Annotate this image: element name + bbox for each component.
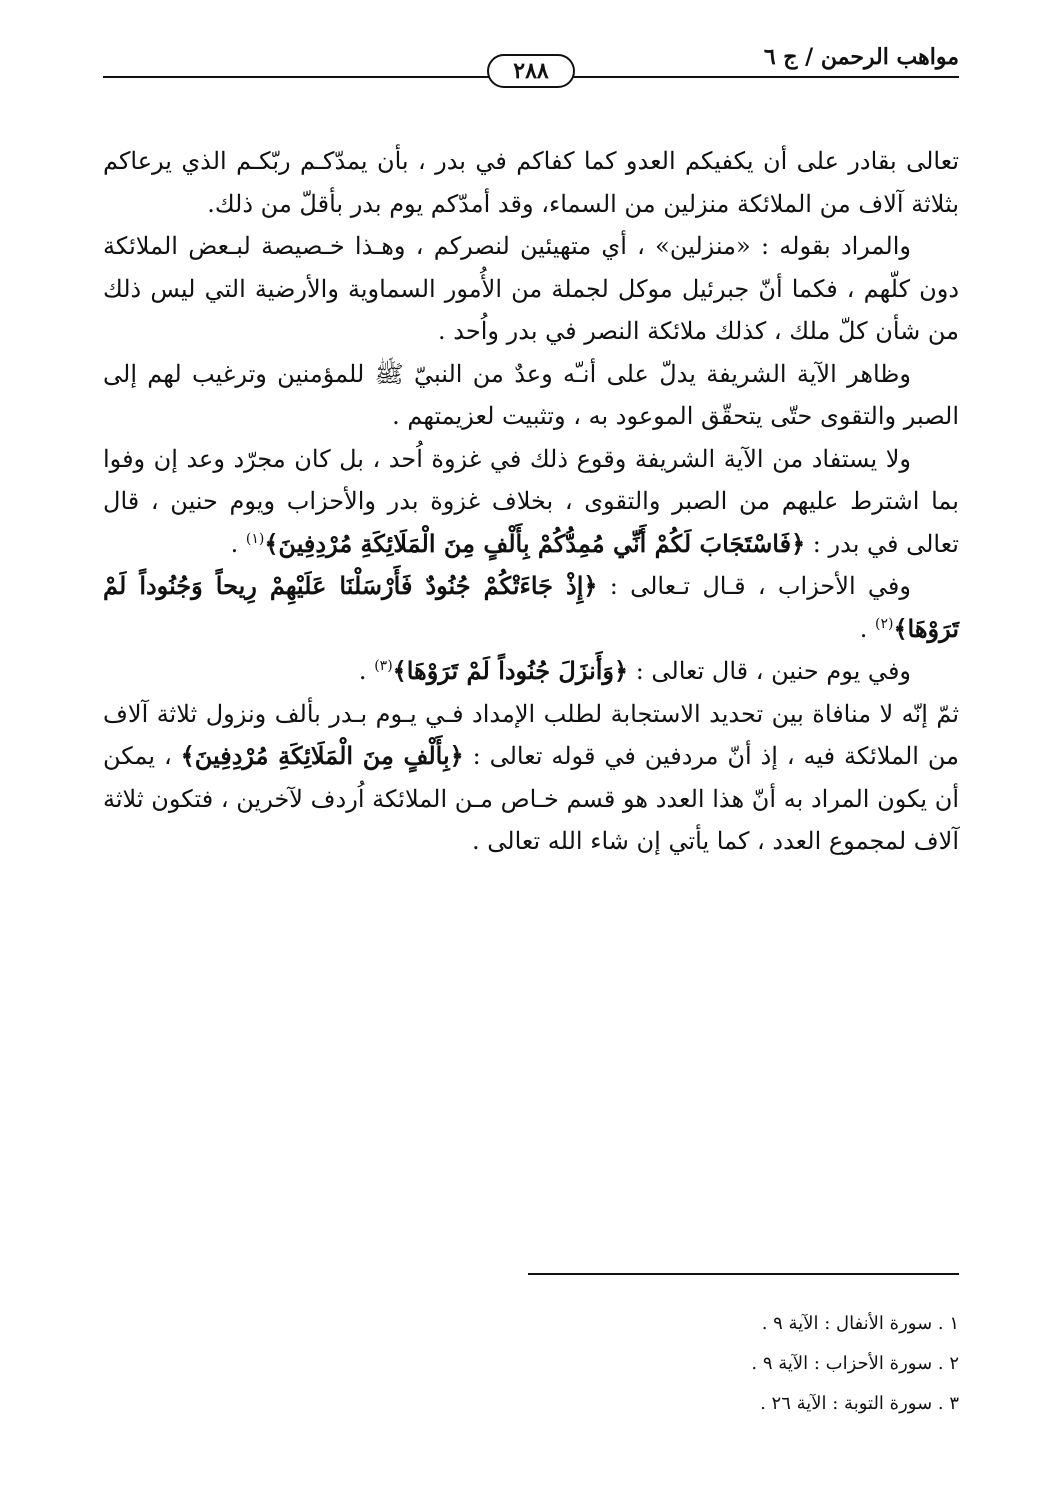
quran-verse: ﴿وَأَنزَلَ جُنُوداً لَمْ تَرَوْهَا﴾ [392, 656, 629, 685]
quran-verse: ﴿إِذْ جَاءَتْكُمْ جُنُودٌ فَأَرْسَلْنَا عَلَيْهِمْ رِيحاً وَجُنُوداً لَمْ تَرَوْهَا﴾ [103, 571, 959, 643]
book-title: مواهب الرحمن / ج ٦ [763, 44, 959, 70]
footnote: ٣ . سورة التوبة : الآية ٢٦ . [760, 1393, 959, 1414]
footnote-ref: (١) [245, 530, 265, 547]
paragraph-text: . [859, 614, 875, 643]
paragraph-text: وفي الأحزاب ، قـال تـعالى : [597, 572, 911, 600]
paragraph-text: وفي يوم حنين ، قال تعالى : [628, 657, 911, 685]
paragraph-text: وظاهر الآية الشريفة يدلّ على أنـّه وعدٌ من النبيّ ﷺ للمؤمنين وترغيب لهم إلى الصبر والتقوى حتّى يتحقّق الموعود به ، وتثبيت لعزيمتهم . [103, 359, 959, 430]
body-text [103, 140, 959, 863]
page-header [103, 38, 959, 108]
footnote-separator [528, 1273, 959, 1275]
footnotes [500, 1304, 959, 1424]
quran-verse: ﴿بِأَلْفٍ مِنَ الْمَلَائِكَةِ مُرْدِفِينَ﴾ [180, 741, 464, 770]
paragraph [103, 353, 959, 438]
paragraph [103, 650, 959, 693]
footnote: ٢ . سورة الأحزاب : الآية ٩ . [751, 1353, 959, 1374]
paragraph-text: ولا يستفاد من الآية الشريفة وقوع ذلك في غزوة اُحد ، بل كان مجرّد وعد إن وفوا بما اشترط عليهم من الصبر والتقوى ، بخلاف غزوة بدر والأحزاب ويوم حنين ، قال تعالى في بدر : [103, 444, 959, 558]
quran-verse: ﴿فَاسْتَجَابَ لَكُمْ أَنِّي مُمِدُّكُمْ بِأَلْفٍ مِنَ الْمَلَائِكَةِ مُرْدِفِينَ﴾ [264, 528, 806, 558]
paragraph [103, 438, 959, 566]
paragraph-text: والمراد بقوله : «منزلين» ، أي متهيئين لنصركم ، وهـذا خـصيصة لبـعض الملائكة دون كلّهم ، فكما أنّ جبرئيل موكل لجملة من الأُمور السماوية والأرضية التي ليس ذلك من شأن كلّ ملك ، كذلك ملائكة النصر في بدر واُحد . [103, 232, 960, 345]
paragraph-text: . [230, 529, 246, 558]
paragraph [103, 565, 959, 650]
paragraph-text: . [358, 657, 375, 685]
page-number: ٢٨٨ [487, 54, 575, 88]
footnote-ref: (٢) [874, 615, 894, 632]
paragraph [103, 225, 959, 353]
paragraph [103, 693, 959, 863]
paragraph-text: ، يمكن أن يكون المراد به أنّ هذا العدد هو قسم خـاص مـن الملائكة اُردف لآخرين ، فتكون ثلاثة آلاف لمجموع العدد ، كما يأتي إن شاء الله تعالى . [103, 742, 959, 855]
footnote: ١ . سورة الأنفال : الآية ٩ . [761, 1313, 959, 1334]
paragraph [103, 140, 959, 225]
paragraph-text: تعالى بقادر على أن يكفيكم العدو كما كفاكم في بدر ، بأن يمدّكـم ربّكـم الذي يرعاكم بثلاثة آلاف من الملائكة منزلين من السماء، وقد أمدّكم يوم بدر بأقلّ من ذلك. [103, 147, 959, 218]
paragraph-text: ثمّ إنّه لا منافاة بين تحديد الاستجابة لطلب الإمداد فـي يـوم بـدر بألف ونزول ثلاثة آلاف من الملائكة فيه ، إذ أنّ مردفين في قوله تعالى : [103, 699, 959, 770]
footnote-ref: (٣) [374, 658, 393, 674]
